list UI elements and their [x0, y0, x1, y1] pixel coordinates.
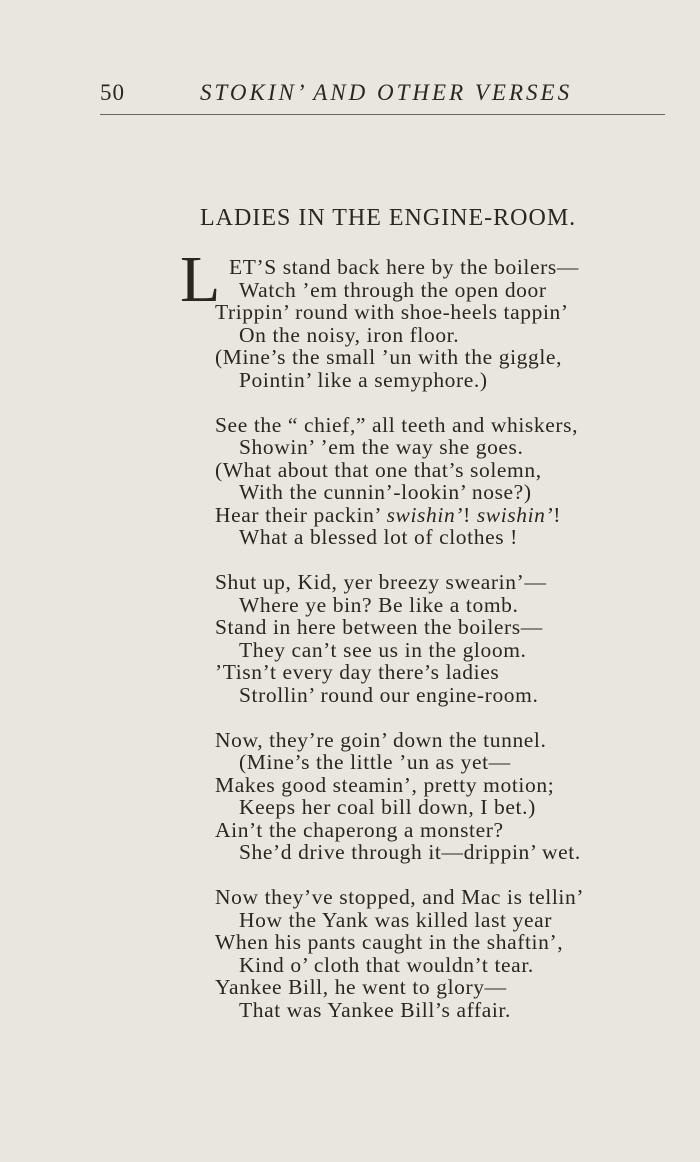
stanza: [215, 729, 655, 864]
poem-line: Strollin’ round our engine-room.: [239, 682, 539, 707]
poem-line: Now, they’re goin’ down the tunnel.: [215, 727, 547, 752]
line-text: !: [553, 502, 562, 527]
poem-line: Trippin’ round with shoe-heels tappin’: [215, 300, 569, 324]
poem-line: When his pants caught in the shaftin’,: [215, 930, 564, 954]
line-text: !: [463, 502, 477, 527]
poem-line: That was Yankee Bill’s affair.: [239, 997, 511, 1022]
stanza: [215, 886, 655, 1021]
poem-line: Keeps her coal bill down, I bet.): [239, 795, 536, 819]
poem-body: [215, 256, 655, 1044]
italic-word: swishin’: [476, 502, 554, 527]
line-text: Hear their packin’: [215, 502, 387, 527]
header-rule: [100, 114, 665, 115]
stanza: [215, 571, 655, 706]
poem-line: On the noisy, iron floor.: [239, 322, 460, 347]
poem-line: Showin’ ’em the way she goes.: [239, 435, 524, 459]
stanza: [215, 414, 655, 549]
italic-word: swishin’: [386, 502, 464, 527]
poem-line: (Mine’s the little ’un as yet—: [239, 750, 511, 774]
poem-line: Yankee Bill, he went to glory—: [215, 975, 507, 999]
running-head: STOKIN’ AND OTHER VERSES: [200, 80, 573, 105]
page-number: 50: [100, 80, 125, 105]
poem-line: (Mine’s the small ’un with the giggle,: [215, 345, 563, 369]
poem-line: See the “ chief,” all teeth and whiskers,: [215, 412, 579, 437]
poem-line: Where ye bin? Be like a tomb.: [239, 592, 519, 617]
poem-line: Stand in here between the boilers—: [215, 615, 543, 639]
poem-line: (What about that one that’s solemn,: [215, 457, 542, 482]
poem-line: Makes good steamin’, pretty motion;: [215, 772, 555, 797]
poem-line: Kind o’ cloth that wouldn’t tear.: [239, 952, 534, 977]
drop-cap: L: [180, 243, 221, 316]
poem-line: She’d drive through it—drippin’ wet.: [239, 840, 581, 864]
poem-line: What a blessed lot of clothes !: [239, 525, 518, 549]
poem-line: ’Tisn’t every day there’s ladies: [215, 660, 500, 684]
poem-line: ET’S stand back here by the boilers—: [229, 255, 579, 279]
poem-title: LADIES IN THE ENGINE-ROOM.: [200, 205, 577, 231]
poem-line: Watch ’em through the open door: [239, 277, 547, 302]
poem-line: With the cunnin’-lookin’ nose?): [239, 480, 532, 504]
poem-line: Now they’ve stopped, and Mac is tellin’: [215, 885, 585, 909]
poem-line: [215, 504, 655, 527]
poem-line: They can’t see us in the gloom.: [239, 637, 527, 662]
poem-line: Shut up, Kid, yer breezy swearin’—: [215, 570, 547, 594]
poem-line: How the Yank was killed last year: [239, 907, 552, 932]
stanza: [215, 256, 655, 391]
poem-line: Pointin’ like a semyphore.): [239, 367, 488, 392]
poem-line: Ain’t the chaperong a monster?: [215, 817, 504, 842]
